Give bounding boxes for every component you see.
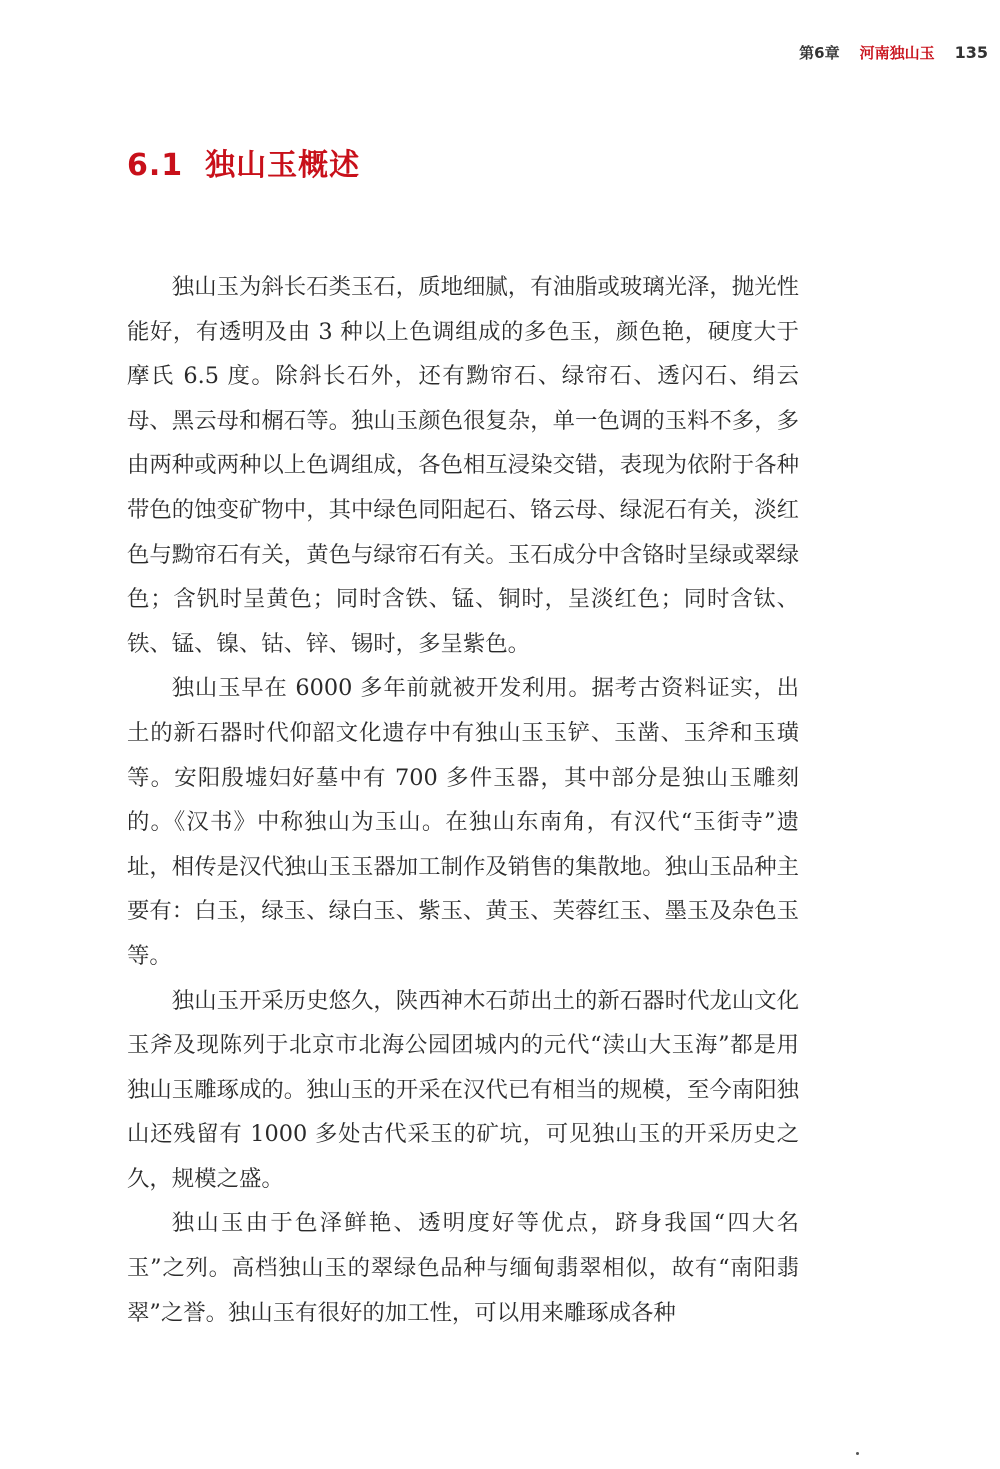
paragraph: 独山玉早在 6000 多年前就被开发利用。据考古资料证实，出土的新石器时代仰韶文化遗存中有独山玉玉铲、玉凿、玉斧和玉璜等。安阳殷墟妇好墓中有 700 多件玉器，其中部分是独山玉雕刻的。《汉书》中称独山为玉山。在独山东南角，有汉代“玉街寺”遗址，相传是汉代独山玉玉器加工制作及销售的集散地。独山玉品种主要有：白玉，绿玉、绿白玉、紫玉、黄玉、芙蓉红玉、墨玉及杂色玉等。 (127, 675, 799, 969)
section-number: 6.1 (127, 148, 184, 183)
section-heading (127, 140, 360, 184)
body-text (127, 265, 799, 1335)
paragraph: 独山玉开采历史悠久，陕西神木石茆出土的新石器时代龙山文化玉斧及现陈列于北京市北海公园团城内的元代“渎山大玉海”都是用独山玉雕琢成的。独山玉的开采在汉代已有相当的规模，至今南阳独山还残留有 1000 多处古代采玉的矿坑，可见独山玉的开采历史之久，规模之盛。 (127, 987, 799, 1192)
header-chapter: 第6章 (799, 44, 840, 62)
page-number: 135 (954, 43, 988, 62)
header-chapter-title: 河南独山玉 (859, 44, 935, 62)
scan-speck (856, 1452, 859, 1455)
section-title: 独山玉概述 (205, 148, 361, 183)
paragraph: 独山玉由于色泽鲜艳、透明度好等优点，跻身我国“四大名玉”之列。高档独山玉的翠绿色品种与缅甸翡翠相似，故有“南阳翡翠”之誉。独山玉有很好的加工性，可以用来雕琢成各种 (127, 1210, 799, 1326)
paragraph: 独山玉为斜长石类玉石，质地细腻，有油脂或玻璃光泽，抛光性能好，有透明及由 3 种以上色调组成的多色玉，颜色艳，硬度大于摩氏 6.5 度。除斜长石外，还有黝帘石、绿帘石、透闪石、绢云母、黑云母和榍石等。独山玉颜色很复杂，单一色调的玉料不多，多由两种或两种以上色调组成，各色相互浸染交错，表现为依附于各种带色的蚀变矿物中，其中绿色同阳起石、铬云母、绿泥石有关，淡红色与黝帘石有关，黄色与绿帘石有关。玉石成分中含铬时呈绿或翠绿色；含钒时呈黄色；同时含铁、锰、铜时，呈淡红色；同时含钛、铁、锰、镍、钴、锌、锡时，多呈紫色。 (127, 274, 799, 657)
running-header (799, 42, 988, 63)
